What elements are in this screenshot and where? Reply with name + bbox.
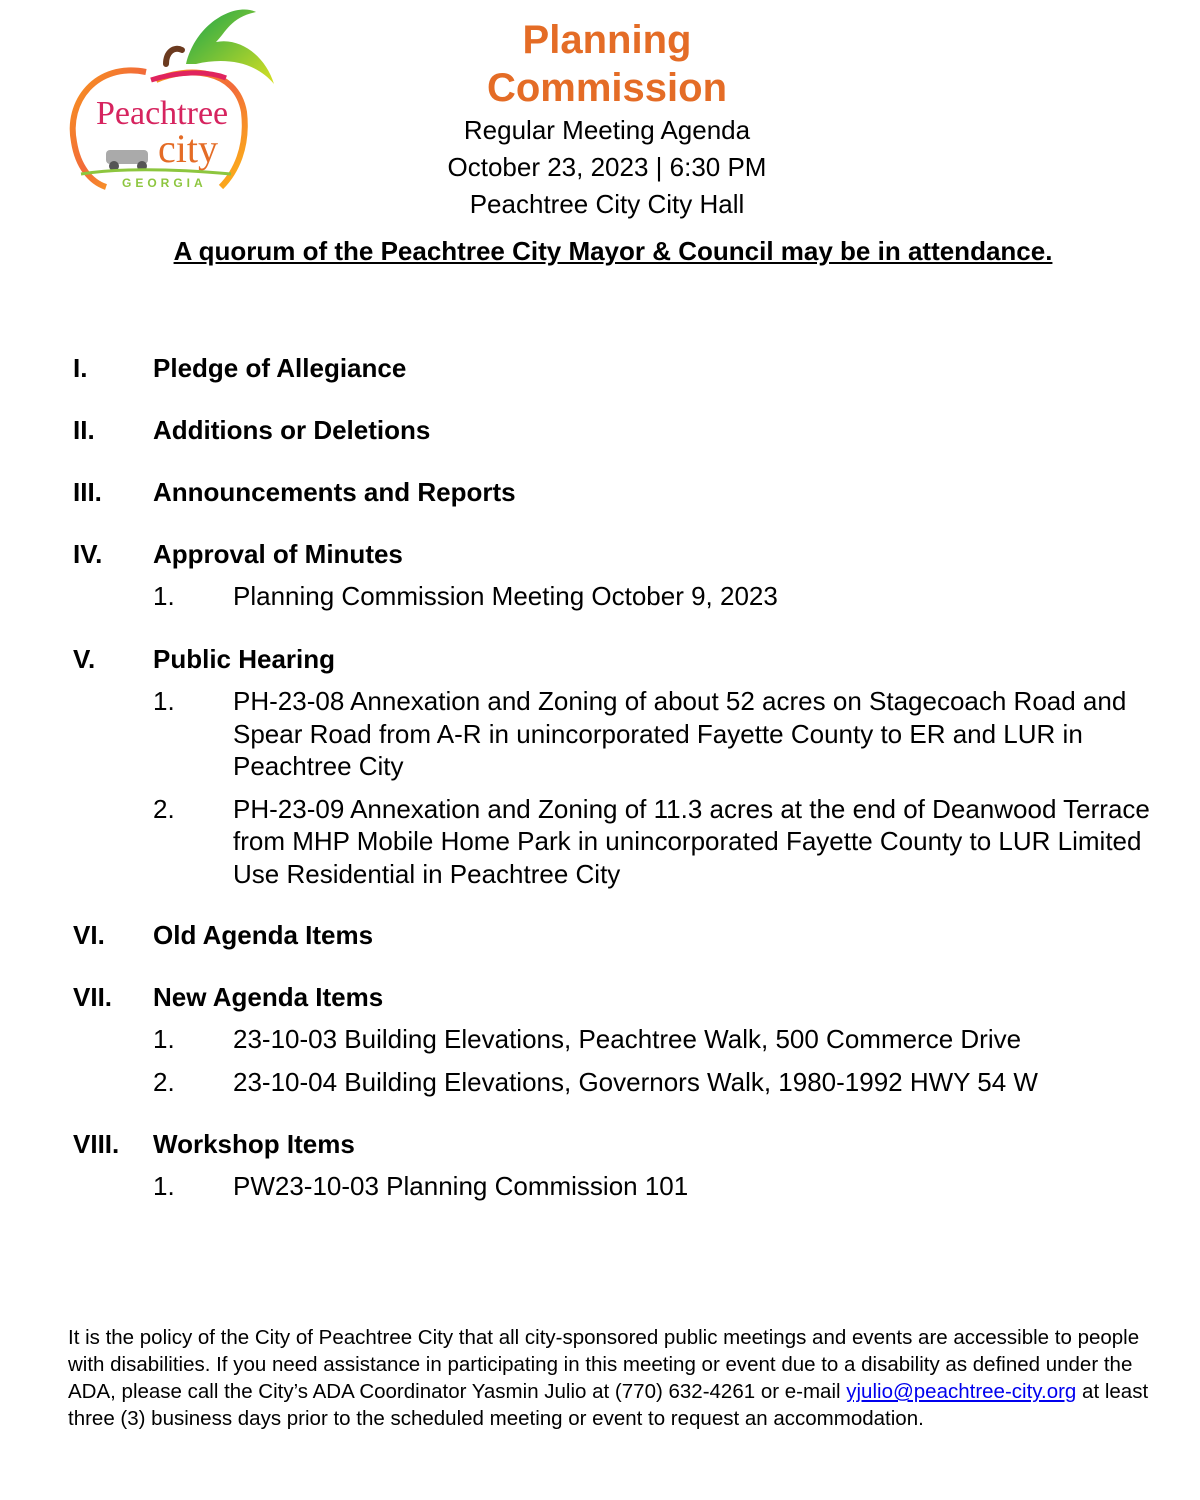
agenda-item xyxy=(153,1170,1173,1203)
section-number: V. xyxy=(73,644,96,674)
item-text: Planning Commission Meeting October 9, 2023 xyxy=(233,581,778,611)
agenda-item xyxy=(153,580,1173,613)
ada-policy-notice xyxy=(68,1324,1158,1432)
agenda-section xyxy=(73,476,1173,508)
section-title: Workshop Items xyxy=(153,1129,355,1159)
meeting-location: Peachtree City City Hall xyxy=(469,189,745,219)
section-number: VI. xyxy=(73,920,105,950)
svg-text:GEORGIA: GEORGIA xyxy=(122,176,207,190)
agenda-item xyxy=(153,1066,1173,1099)
meeting-type: Regular Meeting Agenda xyxy=(463,115,751,145)
peachtree-city-logo xyxy=(66,2,281,197)
section-title: Additions or Deletions xyxy=(153,415,431,445)
agenda-item xyxy=(153,1023,1173,1056)
section-number: I. xyxy=(73,353,88,383)
agenda-section xyxy=(73,981,1173,1098)
item-text: PH-23-08 Annexation and Zoning of about 52 acres on Stagecoach Road and Spear Road from A-R in unincorporated Fayette County to ER and LUR in Peachtree City xyxy=(233,686,1127,781)
section-number: VIII. xyxy=(73,1129,120,1159)
email-link[interactable]: yjulio@peachtree-city.org xyxy=(846,1380,1077,1403)
document-header xyxy=(400,16,814,223)
item-text: 23-10-03 Building Elevations, Peachtree Walk, 500 Commerce Drive xyxy=(233,1024,1022,1054)
agenda-section xyxy=(73,352,1173,384)
section-number: III. xyxy=(73,477,102,507)
item-number: 2. xyxy=(153,793,175,824)
section-title: New Agenda Items xyxy=(153,982,384,1012)
section-title: Public Hearing xyxy=(153,644,336,674)
item-text: 23-10-04 Building Elevations, Governors Walk, 1980-1992 HWY 54 W xyxy=(233,1066,1038,1097)
item-number: 2. xyxy=(153,1066,175,1097)
item-number: 1. xyxy=(153,1024,175,1054)
agenda-section xyxy=(73,1128,1173,1203)
section-number: II. xyxy=(73,415,95,445)
footer-text-end: at least three (3) business days prior to the scheduled meeting or event to request an accommodation. xyxy=(68,1380,1149,1430)
section-title: Approval of Minutes xyxy=(153,539,403,569)
quorum-notice: A quorum of the Peachtree City Mayor & Council may be in attendance. xyxy=(173,236,1053,266)
section-number: IV. xyxy=(73,539,103,569)
section-title: Pledge of Allegiance xyxy=(153,353,407,383)
section-title: Old Agenda Items xyxy=(153,920,374,950)
item-number: 1. xyxy=(153,1171,175,1201)
document-title: Planning Commission xyxy=(486,18,728,110)
item-text: PH-23-09 Annexation and Zoning of 11.3 acres at the end of Deanwood Terrace from MHP Mobile Home Park in unincorporated Fayette County to LUR Limited Use Residential in Peachtree City xyxy=(233,793,1150,889)
agenda-section xyxy=(73,538,1173,613)
section-title: Announcements and Reports xyxy=(153,477,516,507)
section-number: VII. xyxy=(73,982,113,1012)
agenda-item xyxy=(153,685,1173,783)
agenda-section xyxy=(73,414,1173,446)
item-number: 1. xyxy=(153,686,175,716)
item-text: PW23-10-03 Planning Commission 101 xyxy=(233,1171,689,1201)
item-number: 1. xyxy=(153,581,175,611)
footer-text: It is the policy of the City of Peachtree City that all city-sponsored public meetings and events are accessible to people with disabilities. If you need assistance in participating in this meeting or event due to a disability as defined under the ADA, please call the City’s ADA Coordinator Yasmin Julio at (770) 632-4261 or e-mail xyxy=(68,1326,1140,1403)
agenda-section xyxy=(73,643,1173,890)
svg-text:city: city xyxy=(158,126,218,171)
svg-text:Peachtree: Peachtree xyxy=(96,95,229,132)
agenda-item xyxy=(153,793,1173,891)
meeting-datetime: October 23, 2023 | 6:30 PM xyxy=(447,152,767,182)
agenda-section xyxy=(73,919,1173,951)
